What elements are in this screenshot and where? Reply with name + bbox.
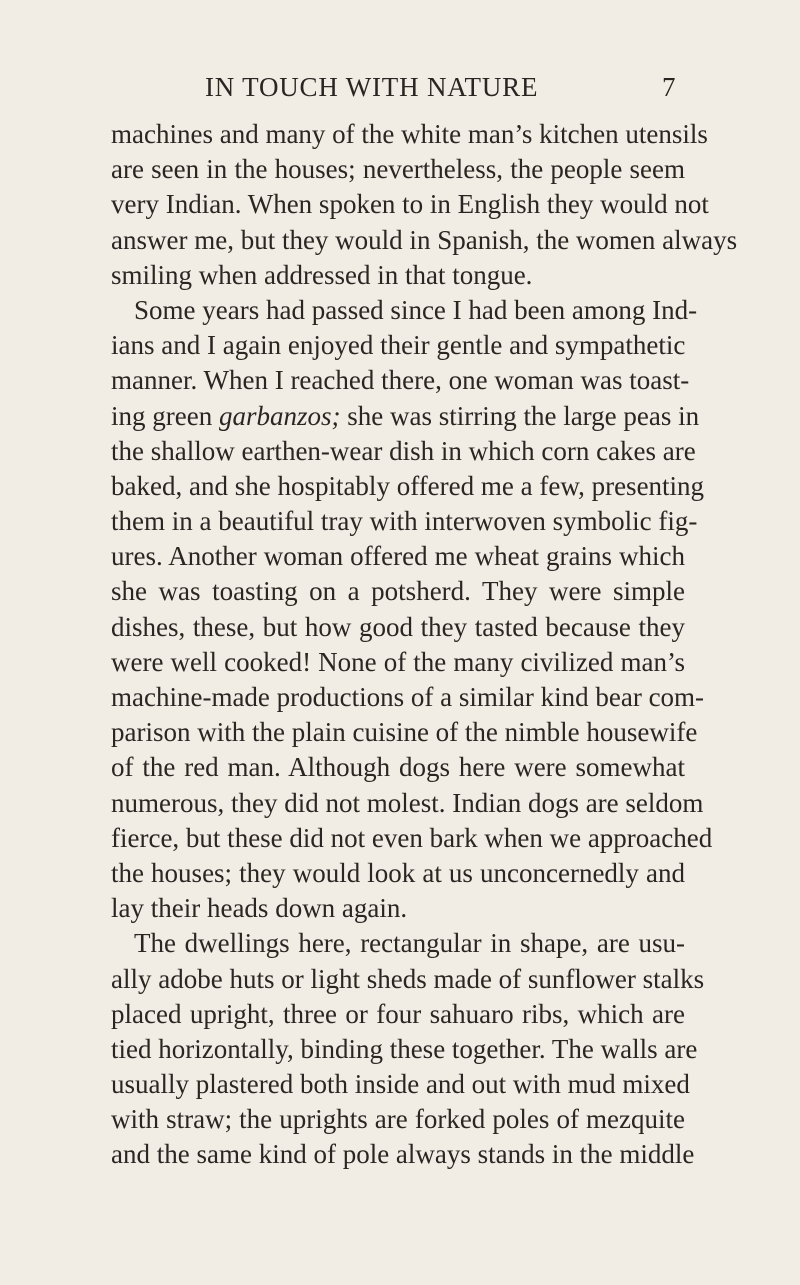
text-line: were well cooked! None of the many civilized man’s <box>111 646 685 677</box>
page-number: 7 <box>662 72 676 102</box>
text-line: ally adobe huts or light sheds made of sunflower stalks <box>111 963 705 994</box>
text-line: baked, and she hospitably offered me a few, presenting <box>111 470 705 501</box>
text-line: ures. Another woman offered me wheat grains which <box>111 541 685 572</box>
text-line: the houses; they would look at us unconcernedly and <box>111 857 685 888</box>
text-line: of the red man. Although dogs here were somewhat <box>111 752 685 783</box>
text-line <box>111 399 700 434</box>
text-line: machines and many of the white man’s kitchen utensils <box>111 119 708 149</box>
text-line: machine-made productions of a similar kind bear com- <box>111 682 705 712</box>
text-segment: she was stirring the large peas in <box>340 400 700 431</box>
text-line: lay their heads down again. <box>111 893 408 924</box>
body-text <box>111 117 738 1173</box>
text-line: with straw; the uprights are forked poles of mezquite <box>111 1104 685 1135</box>
running-head: IN TOUCH WITH NATURE <box>205 72 539 102</box>
text-line: dishes, these, but how good they tasted because they <box>111 611 685 642</box>
text-line: numerous, they did not molest. Indian dogs are seldom <box>111 787 704 818</box>
text-line: and the same kind of pole always stands in the middle <box>111 1139 695 1170</box>
text-line: fierce, but these did not even bark when we approached <box>111 822 713 853</box>
text-line: placed upright, three or four sahuaro ribs, which are <box>111 998 685 1029</box>
text-line: answer me, but they would in Spanish, the women always <box>111 224 738 255</box>
text-line: tied horizontally, binding these together. The walls are <box>111 1033 698 1064</box>
text-line: The dwellings here, rectangular in shape, are usu- <box>134 928 685 959</box>
text-line: smiling when addressed in that tongue. <box>111 259 533 290</box>
text-line: the shallow earthen-wear dish in which corn cakes are <box>111 435 696 466</box>
text-line: usually plastered both inside and out with mud mixed <box>111 1069 690 1100</box>
text-line: ians and I again enjoyed their gentle and sympathetic <box>111 330 686 361</box>
text-line: are seen in the houses; nevertheless, the people seem <box>111 154 685 185</box>
text-line: very Indian. When spoken to in English they would not <box>111 189 709 220</box>
text-line: she was toasting on a potsherd. They were simple <box>111 576 685 607</box>
text-line: them in a beautiful tray with interwoven symbolic fig- <box>111 506 698 537</box>
text-line: manner. When I reached there, one woman was toast- <box>111 365 690 396</box>
text-line: Some years had passed since I had been among Ind- <box>134 294 698 325</box>
italic-term: garbanzos; <box>218 400 341 431</box>
text-line: parison with the plain cuisine of the nimble housewife <box>111 717 698 748</box>
text-segment: ing green <box>111 400 219 431</box>
